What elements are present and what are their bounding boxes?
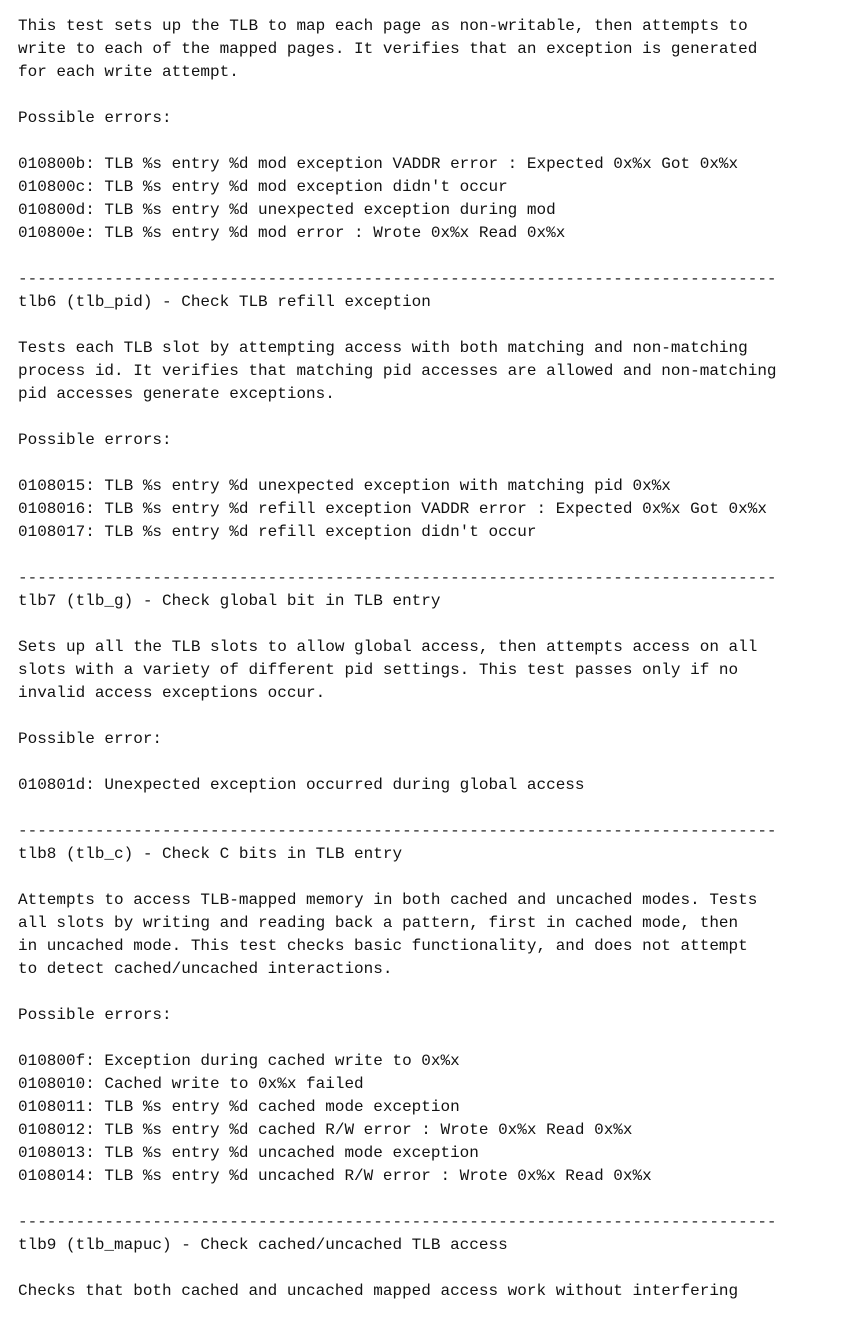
error-line: 010800b: TLB %s entry %d mod exception VADDR error : Expected 0x%x Got 0x%x bbox=[18, 155, 739, 173]
errors-heading: Possible error: bbox=[18, 730, 163, 748]
error-line: 0108017: TLB %s entry %d refill exception didn't occur bbox=[18, 523, 537, 541]
paragraph-line: This test sets up the TLB to map each page as non-writable, then attempts to bbox=[18, 17, 748, 35]
error-line: 0108010: Cached write to 0x%x failed bbox=[18, 1075, 364, 1093]
error-line: 010800c: TLB %s entry %d mod exception didn't occur bbox=[18, 178, 508, 196]
error-line: 0108015: TLB %s entry %d unexpected exception with matching pid 0x%x bbox=[18, 477, 671, 495]
tlb7-section bbox=[18, 590, 843, 820]
error-line: 010800e: TLB %s entry %d mod error : Wrote 0x%x Read 0x%x bbox=[18, 224, 566, 242]
section-divider: ------------------------------------------------------------------------------- bbox=[18, 1213, 777, 1231]
paragraph-line: to detect cached/uncached interactions. bbox=[18, 960, 393, 978]
error-line: 0108011: TLB %s entry %d cached mode exception bbox=[18, 1098, 460, 1116]
paragraph-line: Attempts to access TLB-mapped memory in both cached and uncached modes. Tests bbox=[18, 891, 758, 909]
paragraph-line: all slots by writing and reading back a pattern, first in cached mode, then bbox=[18, 914, 739, 932]
error-line: 010801d: Unexpected exception occurred during global access bbox=[18, 776, 585, 794]
error-line: 010800f: Exception during cached write to 0x%x bbox=[18, 1052, 460, 1070]
error-line: 0108014: TLB %s entry %d uncached R/W error : Wrote 0x%x Read 0x%x bbox=[18, 1167, 652, 1185]
paragraph-line: slots with a variety of different pid settings. This test passes only if no bbox=[18, 661, 739, 679]
error-line: 0108013: TLB %s entry %d uncached mode exception bbox=[18, 1144, 479, 1162]
section-divider: ------------------------------------------------------------------------------- bbox=[18, 270, 777, 288]
error-line: 010800d: TLB %s entry %d unexpected exception during mod bbox=[18, 201, 556, 219]
errors-heading: Possible errors: bbox=[18, 431, 172, 449]
section-title: tlb6 (tlb_pid) - Check TLB refill exception bbox=[18, 293, 431, 311]
tlb6-section bbox=[18, 291, 843, 567]
paragraph-line: process id. It verifies that matching pid accesses are allowed and non-matching bbox=[18, 362, 777, 380]
section-title: tlb7 (tlb_g) - Check global bit in TLB entry bbox=[18, 592, 441, 610]
error-line: 0108016: TLB %s entry %d refill exception VADDR error : Expected 0x%x Got 0x%x bbox=[18, 500, 767, 518]
paragraph-line: write to each of the mapped pages. It verifies that an exception is generated bbox=[18, 40, 758, 58]
paragraph-line: for each write attempt. bbox=[18, 63, 239, 81]
document-page bbox=[18, 15, 843, 1303]
paragraph-line: pid accesses generate exceptions. bbox=[18, 385, 335, 403]
errors-heading: Possible errors: bbox=[18, 109, 172, 127]
section-title: tlb9 (tlb_mapuc) - Check cached/uncached TLB access bbox=[18, 1236, 508, 1254]
intro-section bbox=[18, 15, 843, 268]
errors-heading: Possible errors: bbox=[18, 1006, 172, 1024]
paragraph-line: invalid access exceptions occur. bbox=[18, 684, 326, 702]
paragraph-line: in uncached mode. This test checks basic functionality, and does not attempt bbox=[18, 937, 748, 955]
tlb9-section bbox=[18, 1234, 843, 1303]
error-line: 0108012: TLB %s entry %d cached R/W error : Wrote 0x%x Read 0x%x bbox=[18, 1121, 633, 1139]
paragraph-line: Tests each TLB slot by attempting access with both matching and non-matching bbox=[18, 339, 748, 357]
paragraph-line: Sets up all the TLB slots to allow global access, then attempts access on all bbox=[18, 638, 758, 656]
section-divider: ------------------------------------------------------------------------------- bbox=[18, 822, 777, 840]
paragraph-line: Checks that both cached and uncached mapped access work without interfering bbox=[18, 1282, 739, 1300]
section-title: tlb8 (tlb_c) - Check C bits in TLB entry bbox=[18, 845, 403, 863]
tlb8-section bbox=[18, 843, 843, 1211]
section-divider: ------------------------------------------------------------------------------- bbox=[18, 569, 777, 587]
